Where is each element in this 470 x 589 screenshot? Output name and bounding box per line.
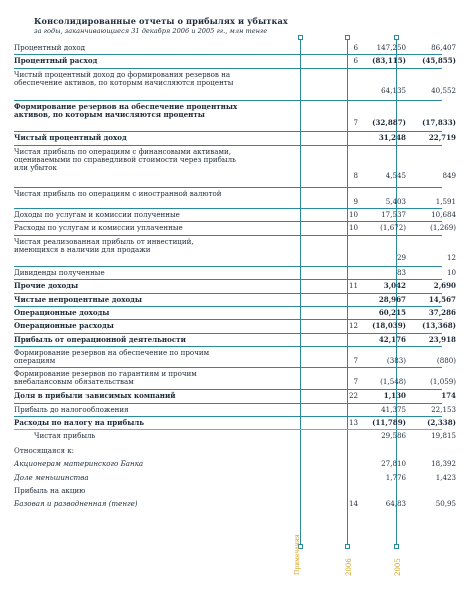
row-note: 7 — [353, 356, 358, 365]
row-divider — [14, 221, 442, 222]
row-divider — [14, 100, 442, 101]
statement-row — [14, 473, 456, 482]
statement-row — [14, 369, 456, 387]
statement-row — [14, 43, 456, 52]
statement-row — [14, 133, 456, 142]
row-note: 22 — [348, 391, 358, 400]
row-value-2006: 31,248 — [378, 133, 406, 142]
row-note: 10 — [348, 210, 358, 219]
row-note: 13 — [348, 418, 358, 427]
row-label: Расходы по налогу на прибыль — [14, 418, 145, 427]
statement-row — [14, 237, 456, 262]
statement-row — [14, 321, 456, 330]
row-label: Доле меньшинства — [14, 473, 89, 482]
row-label: Чистая реализованная прибыль от инвестиций, имеющихся в наличии для продажи — [14, 237, 194, 255]
statement-row — [14, 348, 456, 366]
row-label: Дивиденды полученные — [14, 268, 105, 277]
row-value-2006: 41,375 — [381, 405, 406, 414]
row-value-2005: (880) — [436, 356, 456, 365]
row-divider — [14, 389, 442, 390]
row-label: Базовая и разводненная (тенге) — [14, 499, 138, 508]
row-value-2006: 27,810 — [381, 459, 406, 468]
row-label: Доля в прибыли зависимых компаний — [14, 391, 176, 400]
statement-title: Консолидированные отчеты о прибылях и убытках — [34, 16, 288, 26]
row-note: 8 — [353, 171, 358, 180]
row-value-2005: 40,552 — [431, 86, 456, 95]
row-value-2006: (11,789) — [372, 418, 406, 427]
row-label: Прочие доходы — [14, 281, 79, 290]
statement-row — [14, 210, 456, 219]
row-value-2006: (32,887) — [372, 118, 406, 127]
row-value-2005: 18,392 — [431, 459, 456, 468]
row-value-2006: 64,83 — [385, 499, 406, 508]
statement-row — [14, 447, 442, 455]
row-value-2005: 37,286 — [428, 308, 456, 317]
row-note: 10 — [348, 223, 358, 232]
statement-row — [14, 499, 456, 508]
row-value-2005: 2,690 — [433, 281, 456, 290]
row-value-2005: (13,368) — [422, 321, 456, 330]
row-value-2006: 1,130 — [383, 391, 406, 400]
row-label: Процентный доход — [14, 43, 86, 52]
row-value-2006: (18,039) — [372, 321, 406, 330]
row-value-2005: 23,918 — [428, 335, 456, 344]
row-value-2006: 17,537 — [381, 210, 406, 219]
row-label: Чистая прибыль — [34, 431, 96, 440]
row-note: 7 — [353, 118, 358, 127]
row-divider — [14, 208, 442, 209]
row-note: 14 — [348, 499, 358, 508]
statement-row — [14, 391, 456, 400]
statement-row — [14, 189, 456, 206]
statement-row — [14, 335, 456, 344]
row-value-2006: 5,403 — [385, 197, 406, 206]
row-divider — [14, 333, 442, 334]
row-value-2005: 86,407 — [431, 43, 456, 52]
row-value-2005: (1,059) — [430, 377, 456, 386]
row-value-2005: 22,153 — [431, 405, 456, 414]
row-label: Акционерам материнского Банка — [14, 459, 144, 468]
row-value-2005: 12 — [446, 253, 456, 262]
row-value-2005: (17,833) — [422, 118, 456, 127]
row-divider — [14, 131, 442, 132]
row-label: Операционные доходы — [14, 308, 110, 317]
row-divider — [14, 346, 442, 347]
row-label: Относящаяся к: — [14, 446, 75, 455]
row-divider — [14, 54, 442, 55]
row-value-2006: 64,135 — [381, 86, 406, 95]
row-note: 6 — [353, 43, 358, 52]
row-value-2005: (45,855) — [422, 56, 456, 65]
row-value-2006: (1,672) — [380, 223, 406, 232]
note-column-label: Примечания — [294, 534, 301, 575]
row-value-2006: 1,776 — [385, 473, 406, 482]
row-label: Прибыль от операционной деятельности — [14, 335, 186, 344]
row-value-2005: 19,815 — [431, 431, 456, 440]
row-value-2006: 147,250 — [376, 43, 406, 52]
row-value-2006: 3,042 — [383, 281, 406, 290]
row-note: 7 — [353, 377, 358, 386]
row-divider — [14, 145, 442, 146]
row-divider — [14, 306, 442, 307]
row-label: Расходы по услугам и комиссии уплаченные — [14, 223, 183, 232]
row-value-2005: (1,269) — [430, 223, 456, 232]
row-divider — [14, 319, 442, 320]
statement-row — [14, 281, 456, 290]
statement-row — [14, 431, 456, 440]
row-value-2006: 83 — [396, 268, 406, 277]
row-divider — [14, 68, 442, 69]
row-value-2006: 28,967 — [378, 295, 406, 304]
row-label: Операционные расходы — [14, 321, 114, 330]
statement-row — [14, 295, 456, 304]
row-divider — [14, 187, 442, 188]
row-label: Доходы по услугам и комиссии полученные — [14, 210, 180, 219]
row-value-2006: 29 — [396, 253, 406, 262]
total-divider — [14, 429, 442, 430]
year-2005-column-label: 2005 — [394, 558, 402, 576]
row-label: Чистые непроцентные доходы — [14, 295, 143, 304]
row-value-2006: (383) — [386, 356, 406, 365]
row-value-2006: 42,176 — [378, 335, 406, 344]
statement-row — [14, 70, 456, 95]
row-divider — [14, 293, 442, 294]
row-value-2006: 29,586 — [381, 431, 406, 440]
row-label: Прибыль на акцию — [14, 486, 86, 495]
row-divider — [14, 416, 442, 417]
statement-row — [14, 405, 456, 414]
row-divider — [14, 367, 442, 368]
row-value-2005: 22,719 — [428, 133, 456, 142]
statement-row — [14, 487, 442, 495]
row-value-2005: (2,338) — [427, 418, 456, 427]
row-label: Формирование резервов на обеспечение по прочим операциям — [14, 348, 210, 366]
row-divider — [14, 235, 442, 236]
row-value-2005: 10,684 — [431, 210, 456, 219]
row-value-2006: 60,215 — [378, 308, 406, 317]
row-divider — [14, 279, 442, 280]
row-value-2005: 50,95 — [435, 499, 456, 508]
row-note: 6 — [353, 56, 358, 65]
statement-row — [14, 102, 456, 127]
statement-row — [14, 418, 456, 427]
row-label: Чистая прибыль по операциям с финансовыми активами, оцениваемыми по справедливой стоимости через прибыль или убыток — [14, 147, 236, 173]
row-value-2005: 174 — [441, 391, 456, 400]
row-value-2006: (83,115) — [372, 56, 406, 65]
row-value-2005: 1,423 — [435, 473, 456, 482]
row-value-2005: 10 — [446, 268, 456, 277]
row-label: Формирование резервов по гарантиям и прочим внебалансовым обязательствам — [14, 369, 197, 387]
statement-row — [14, 223, 456, 232]
row-value-2006: (1,548) — [380, 377, 406, 386]
row-value-2005: 1,591 — [435, 197, 456, 206]
row-label: Чистый процентный доход до формирования резервов на обеспечение активов, по которым начисляются проценты — [14, 70, 234, 88]
statement-subtitle: за годы, заканчивающиеся 31 декабря 2006 и 2005 гг., млн тенге — [34, 27, 268, 35]
row-note: 12 — [348, 321, 358, 330]
statement-row — [14, 268, 456, 277]
row-label: Формирование резервов на обеспечение процентных активов, по которым начисляются проценты — [14, 102, 238, 120]
statement-row — [14, 147, 456, 180]
statement-row — [14, 459, 456, 468]
row-divider — [14, 266, 442, 267]
row-value-2005: 14,567 — [428, 295, 456, 304]
row-label: Процентный расход — [14, 56, 98, 65]
row-label: Прибыль до налогообложения — [14, 405, 129, 414]
row-note: 11 — [348, 281, 358, 290]
row-divider — [14, 403, 442, 404]
year-2006-column-label: 2006 — [345, 558, 353, 576]
row-label: Чистый процентный доход — [14, 133, 127, 142]
row-note: 9 — [353, 197, 358, 206]
row-value-2006: 4,545 — [385, 171, 406, 180]
statement-row — [14, 308, 456, 317]
row-label: Чистая прибыль по операциям с иностранной валютой — [14, 189, 222, 198]
row-value-2005: 849 — [442, 171, 456, 180]
statement-row — [14, 56, 456, 65]
